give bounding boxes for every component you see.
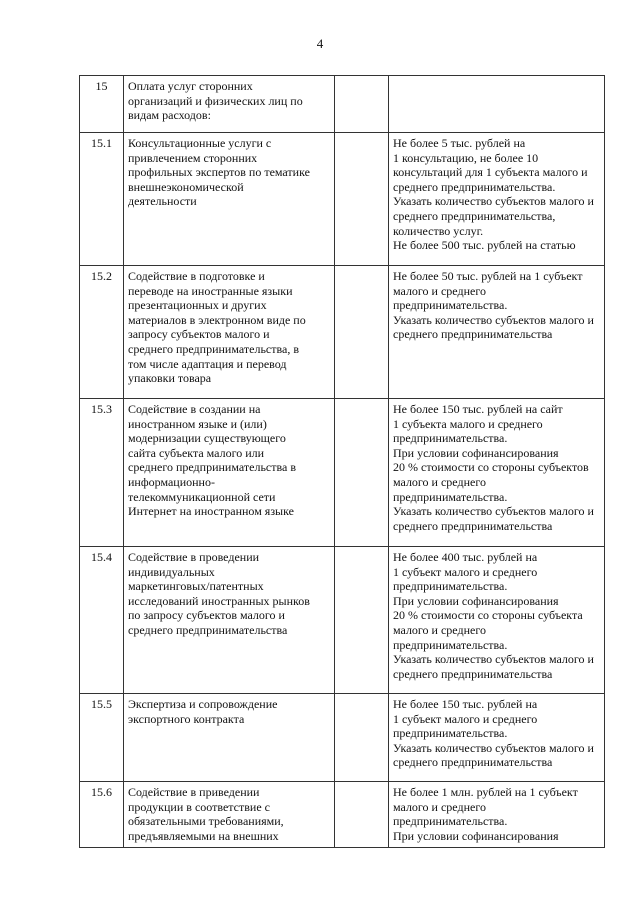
condition-line: 1 субъект малого и среднего <box>393 711 538 726</box>
condition-line: Указать количество субъектов малого и <box>393 504 594 519</box>
condition-line: предпринимательства. <box>393 431 508 446</box>
expense-table <box>79 75 605 848</box>
item-name-line: информационно- <box>128 474 215 489</box>
item-name-line: Содействие в создании на <box>128 402 261 416</box>
table-row <box>80 133 605 266</box>
empty-cell <box>335 547 389 694</box>
item-name-line: Содействие в проведении <box>128 550 260 564</box>
item-name-line: упаковки товара <box>128 371 212 386</box>
item-name-line: организаций и физических лиц по <box>128 93 303 108</box>
condition-line: 20 % стоимости со стороны субъектов <box>393 460 589 475</box>
condition-line: Указать количество субъектов малого и <box>393 194 594 209</box>
item-conditions <box>389 547 605 694</box>
condition-line: При условии софинансирования <box>393 828 559 843</box>
condition-line: среднего предпринимательства <box>393 327 553 342</box>
table-row <box>80 782 605 848</box>
item-name <box>124 782 335 848</box>
condition-line: предпринимательства. <box>393 637 508 652</box>
empty-cell <box>335 694 389 782</box>
condition-line: количество услуг. <box>393 223 484 238</box>
item-conditions <box>389 782 605 848</box>
item-name-line: экспортного контракта <box>128 711 245 726</box>
condition-line: 1 субъект малого и среднего <box>393 564 538 579</box>
condition-line: Указать количество субъектов малого и <box>393 740 594 755</box>
item-name-line: среднего предпринимательства <box>128 622 288 637</box>
item-name-line: по запросу субъектов малого и <box>128 608 285 623</box>
table-row <box>80 694 605 782</box>
item-name-line: запросу субъектов малого и <box>128 327 270 342</box>
condition-line: Не более 150 тыс. рублей на сайт <box>393 402 563 416</box>
item-name-line: продукции в соответствие с <box>128 799 270 814</box>
item-name-line: внешнеэкономической <box>128 179 244 194</box>
item-name-line: телекоммуникационной сети <box>128 489 276 504</box>
item-name-line: привлечением сторонних <box>128 150 258 165</box>
item-name-line: видам расходов: <box>128 108 211 123</box>
item-name-line: Экспертиза и сопровождение <box>128 697 278 711</box>
condition-line: Не более 150 тыс. рублей на <box>393 697 538 711</box>
item-number: 15.5 <box>80 694 124 782</box>
table-row <box>80 266 605 399</box>
item-name-line: модернизации существующего <box>128 431 286 446</box>
item-name-line: деятельности <box>128 194 197 209</box>
condition-line: среднего предпринимательства, <box>393 208 556 223</box>
condition-line: малого и среднего <box>393 622 486 637</box>
condition-line: Не более 500 тыс. рублей на статью <box>393 238 576 253</box>
item-name-line: профильных экспертов по тематике <box>128 165 310 180</box>
condition-line: предпринимательства. <box>393 298 508 313</box>
condition-line: малого и среднего <box>393 283 486 298</box>
condition-line: среднего предпринимательства <box>393 666 553 681</box>
condition-line: Не более 1 млн. рублей на 1 субъект <box>393 785 578 799</box>
item-name-line: презентационных и других <box>128 298 267 313</box>
condition-line: При условии софинансирования <box>393 593 559 608</box>
condition-line: Указать количество субъектов малого и <box>393 312 594 327</box>
item-name <box>124 266 335 399</box>
condition-line: малого и среднего <box>393 474 486 489</box>
item-name-line: Интернет на иностранном языке <box>128 504 294 519</box>
condition-line: 1 консультацию, не более 10 <box>393 150 539 165</box>
empty-cell <box>335 76 389 133</box>
condition-line: 20 % стоимости со стороны субъекта <box>393 608 583 623</box>
item-name-line: Содействие в приведении <box>128 785 260 799</box>
item-number: 15.2 <box>80 266 124 399</box>
condition-line: Не более 50 тыс. рублей на 1 субъект <box>393 269 583 283</box>
empty-cell <box>335 782 389 848</box>
condition-line: 1 субъекта малого и среднего <box>393 416 543 431</box>
page-number: 4 <box>316 36 324 51</box>
item-name-line: иностранном языке и (или) <box>128 416 267 431</box>
condition-line: предпринимательства. <box>393 579 508 594</box>
condition-line: среднего предпринимательства <box>393 518 553 533</box>
empty-cell <box>335 399 389 547</box>
item-name <box>124 547 335 694</box>
item-name-line: Содействие в подготовке и <box>128 269 265 283</box>
item-name-line: среднего предпринимательства в <box>128 460 296 475</box>
item-name-line: исследований иностранных рынков <box>128 593 310 608</box>
empty-cell <box>335 266 389 399</box>
item-name-line: том числе адаптация и перевод <box>128 356 287 371</box>
item-conditions <box>389 694 605 782</box>
condition-line: Не более 400 тыс. рублей на <box>393 550 538 564</box>
table-row <box>80 547 605 694</box>
item-name-line: обязательными требованиями, <box>128 814 284 829</box>
condition-line: При условии софинансирования <box>393 445 559 460</box>
table-row <box>80 76 605 133</box>
condition-line: Не более 5 тыс. рублей на <box>393 136 526 150</box>
item-number: 15 <box>80 76 124 133</box>
item-name <box>124 399 335 547</box>
item-name <box>124 694 335 782</box>
item-name-line: переводе на иностранные языки <box>128 283 293 298</box>
item-name-line: материалов в электронном виде по <box>128 312 306 327</box>
item-name-line: сайта субъекта малого или <box>128 445 265 460</box>
item-name-line: предъявляемыми на внешних <box>128 828 279 843</box>
item-name-line: маркетинговых/патентных <box>128 579 264 594</box>
item-conditions <box>389 399 605 547</box>
condition-line: предпринимательства. <box>393 814 508 829</box>
item-name <box>124 133 335 266</box>
item-name-line: среднего предпринимательства, в <box>128 341 299 356</box>
condition-line: среднего предпринимательства. <box>393 179 556 194</box>
item-name <box>124 76 335 133</box>
condition-line: предпринимательства. <box>393 726 508 741</box>
item-conditions <box>389 133 605 266</box>
item-number: 15.4 <box>80 547 124 694</box>
condition-line: среднего предпринимательства <box>393 755 553 770</box>
item-name-line: индивидуальных <box>128 564 215 579</box>
item-name-line: Оплата услуг сторонних <box>128 79 253 93</box>
condition-line: Указать количество субъектов малого и <box>393 652 594 667</box>
condition-line: консультаций для 1 субъекта малого и <box>393 165 588 180</box>
item-number: 15.6 <box>80 782 124 848</box>
item-conditions <box>389 266 605 399</box>
condition-line: малого и среднего <box>393 799 486 814</box>
item-conditions <box>389 76 605 133</box>
item-name-line: Консультационные услуги с <box>128 136 272 150</box>
item-number: 15.1 <box>80 133 124 266</box>
item-number: 15.3 <box>80 399 124 547</box>
condition-line: предпринимательства. <box>393 489 508 504</box>
table-row <box>80 399 605 547</box>
empty-cell <box>335 133 389 266</box>
